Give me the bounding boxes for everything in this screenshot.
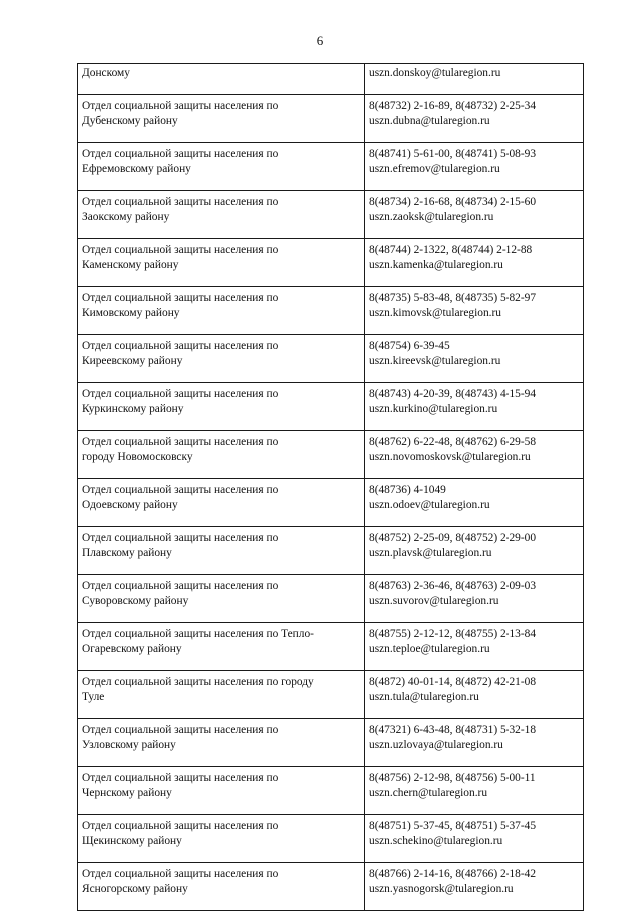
- table-row: [78, 575, 584, 623]
- department-name-line: Киреевскому району: [82, 355, 183, 367]
- department-name-cell: [78, 143, 365, 191]
- contact-cell: [365, 863, 584, 911]
- contact-cell: [365, 815, 584, 863]
- phone-numbers: 8(48732) 2-16-89, 8(48732) 2-25-34: [369, 100, 537, 112]
- table-row: [78, 479, 584, 527]
- department-name-line: Отдел социальной защиты населения по: [82, 292, 279, 304]
- phone-numbers: 8(48744) 2-1322, 8(48744) 2-12-88: [369, 244, 533, 256]
- contact-cell: [365, 287, 584, 335]
- contact-cell: [365, 335, 584, 383]
- department-name-cell: [78, 335, 365, 383]
- department-name-line: Отдел социальной защиты населения по Тепло-: [82, 628, 314, 640]
- department-name-line: Отдел социальной защиты населения по: [82, 436, 279, 448]
- contacts-table-body: [78, 64, 584, 911]
- email-address: uszn.uzlovaya@tularegion.ru: [369, 739, 503, 751]
- contact-cell: [365, 143, 584, 191]
- table-row: [78, 287, 584, 335]
- contact-cell: [365, 191, 584, 239]
- phone-numbers: 8(48734) 2-16-68, 8(48734) 2-15-60: [369, 196, 537, 208]
- phone-numbers: 8(48743) 4-20-39, 8(48743) 4-15-94: [369, 388, 537, 400]
- email-address: uszn.yasnogorsk@tularegion.ru: [369, 883, 514, 895]
- contact-cell: [365, 383, 584, 431]
- email-address: uszn.suvorov@tularegion.ru: [369, 595, 499, 607]
- contact-cell: [365, 527, 584, 575]
- email-address: uszn.chern@tularegion.ru: [369, 787, 488, 799]
- contact-cell: [365, 95, 584, 143]
- table-row: [78, 767, 584, 815]
- table-row: [78, 623, 584, 671]
- department-name-line: Плавскому району: [82, 547, 172, 559]
- department-name-cell: [78, 431, 365, 479]
- email-address: uszn.teploe@tularegion.ru: [369, 643, 490, 655]
- department-name-line: Ефремовскому району: [82, 163, 191, 175]
- department-name-line: Отдел социальной защиты населения по: [82, 532, 279, 544]
- contact-cell: [365, 575, 584, 623]
- department-name-cell: [78, 719, 365, 767]
- department-name-line: Туле: [82, 691, 105, 703]
- email-address: uszn.kamenka@tularegion.ru: [369, 259, 503, 271]
- department-name-cell: [78, 383, 365, 431]
- table-row: [78, 191, 584, 239]
- department-name-line: Суворовскому району: [82, 595, 189, 607]
- phone-numbers: 8(48741) 5-61-00, 8(48741) 5-08-93: [369, 148, 537, 160]
- contacts-table: [77, 63, 584, 911]
- email-address: uszn.novomoskovsk@tularegion.ru: [369, 451, 531, 463]
- table-row: [78, 95, 584, 143]
- department-name-line: Отдел социальной защиты населения по: [82, 820, 279, 832]
- department-name-line: Узловскому району: [82, 739, 176, 751]
- department-name-line: Куркинскому району: [82, 403, 184, 415]
- department-name-line: Заокскому району: [82, 211, 170, 223]
- contact-cell: [365, 719, 584, 767]
- phone-numbers: 8(48756) 2-12-98, 8(48756) 5-00-11: [369, 772, 536, 784]
- email-address: uszn.kimovsk@tularegion.ru: [369, 307, 501, 319]
- contact-cell: [365, 671, 584, 719]
- phone-numbers: 8(48755) 2-12-12, 8(48755) 2-13-84: [369, 628, 537, 640]
- department-name-cell: [78, 623, 365, 671]
- department-name-cell: [78, 575, 365, 623]
- department-name-line: Отдел социальной защиты населения по городу: [82, 676, 314, 688]
- phone-numbers: 8(48736) 4-1049: [369, 484, 446, 496]
- phone-numbers: 8(48754) 6-39-45: [369, 340, 450, 352]
- table-row: [78, 383, 584, 431]
- email-address: uszn.dubna@tularegion.ru: [369, 115, 490, 127]
- department-name-line: Одоевскому району: [82, 499, 178, 511]
- contact-cell: [365, 623, 584, 671]
- table-row: [78, 239, 584, 287]
- department-name-cell: [78, 95, 365, 143]
- phone-numbers: 8(48735) 5-83-48, 8(48735) 5-82-97: [369, 292, 537, 304]
- department-name-line: Отдел социальной защиты населения по: [82, 580, 279, 592]
- department-name-cell: [78, 287, 365, 335]
- table-row: [78, 335, 584, 383]
- phone-numbers: uszn.donskoy@tularegion.ru: [369, 67, 501, 79]
- phone-numbers: 8(48763) 2-36-46, 8(48763) 2-09-03: [369, 580, 537, 592]
- phone-numbers: 8(48766) 2-14-16, 8(48766) 2-18-42: [369, 868, 537, 880]
- department-name-line: Отдел социальной защиты населения по: [82, 148, 279, 160]
- department-name-line: Отдел социальной защиты населения по: [82, 868, 279, 880]
- table-row: [78, 431, 584, 479]
- email-address: uszn.zaoksk@tularegion.ru: [369, 211, 494, 223]
- contact-cell: [365, 64, 584, 95]
- department-name-line: Отдел социальной защиты населения по: [82, 196, 279, 208]
- department-name-line: Отдел социальной защиты населения по: [82, 724, 279, 736]
- department-name-line: Отдел социальной защиты населения по: [82, 244, 279, 256]
- email-address: uszn.efremov@tularegion.ru: [369, 163, 500, 175]
- phone-numbers: 8(48751) 5-37-45, 8(48751) 5-37-45: [369, 820, 537, 832]
- table-row: [78, 671, 584, 719]
- department-name-line: городу Новомосковску: [82, 451, 193, 463]
- contact-cell: [365, 239, 584, 287]
- department-name-line: Донскому: [82, 67, 130, 79]
- department-name-line: Отдел социальной защиты населения по: [82, 340, 279, 352]
- table-row: [78, 143, 584, 191]
- department-name-cell: [78, 863, 365, 911]
- department-name-line: Дубенскому району: [82, 115, 178, 127]
- department-name-line: Отдел социальной защиты населения по: [82, 100, 279, 112]
- contact-cell: [365, 767, 584, 815]
- department-name-line: Щекинскому району: [82, 835, 182, 847]
- department-name-cell: [78, 671, 365, 719]
- phone-numbers: 8(47321) 6-43-48, 8(48731) 5-32-18: [369, 724, 537, 736]
- department-name-line: Огаревскому району: [82, 643, 182, 655]
- department-name-line: Отдел социальной защиты населения по: [82, 388, 279, 400]
- department-name-line: Ясногорскому району: [82, 883, 188, 895]
- phone-numbers: 8(4872) 40-01-14, 8(4872) 42-21-08: [369, 676, 537, 688]
- contact-cell: [365, 431, 584, 479]
- page-number: 6: [316, 33, 324, 48]
- department-name-cell: [78, 527, 365, 575]
- table-row: [78, 815, 584, 863]
- department-name-line: Кимовскому району: [82, 307, 180, 319]
- email-address: uszn.plavsk@tularegion.ru: [369, 547, 492, 559]
- department-name-cell: [78, 767, 365, 815]
- department-name-line: Отдел социальной защиты населения по: [82, 484, 279, 496]
- email-address: uszn.tula@tularegion.ru: [369, 691, 479, 703]
- phone-numbers: 8(48762) 6-22-48, 8(48762) 6-29-58: [369, 436, 537, 448]
- department-name-line: Отдел социальной защиты населения по: [82, 772, 279, 784]
- department-name-cell: [78, 815, 365, 863]
- department-name-cell: [78, 64, 365, 95]
- contact-cell: [365, 479, 584, 527]
- phone-numbers: 8(48752) 2-25-09, 8(48752) 2-29-00: [369, 532, 537, 544]
- email-address: uszn.schekino@tularegion.ru: [369, 835, 503, 847]
- email-address: uszn.odoev@tularegion.ru: [369, 499, 490, 511]
- table-row: [78, 527, 584, 575]
- department-name-cell: [78, 479, 365, 527]
- table-row: [78, 719, 584, 767]
- email-address: uszn.kurkino@tularegion.ru: [369, 403, 498, 415]
- table-row: [78, 64, 584, 95]
- department-name-line: Каменскому району: [82, 259, 179, 271]
- table-row: [78, 863, 584, 911]
- department-name-cell: [78, 239, 365, 287]
- department-name-cell: [78, 191, 365, 239]
- department-name-line: Чернскому району: [82, 787, 172, 799]
- email-address: uszn.kireevsk@tularegion.ru: [369, 355, 501, 367]
